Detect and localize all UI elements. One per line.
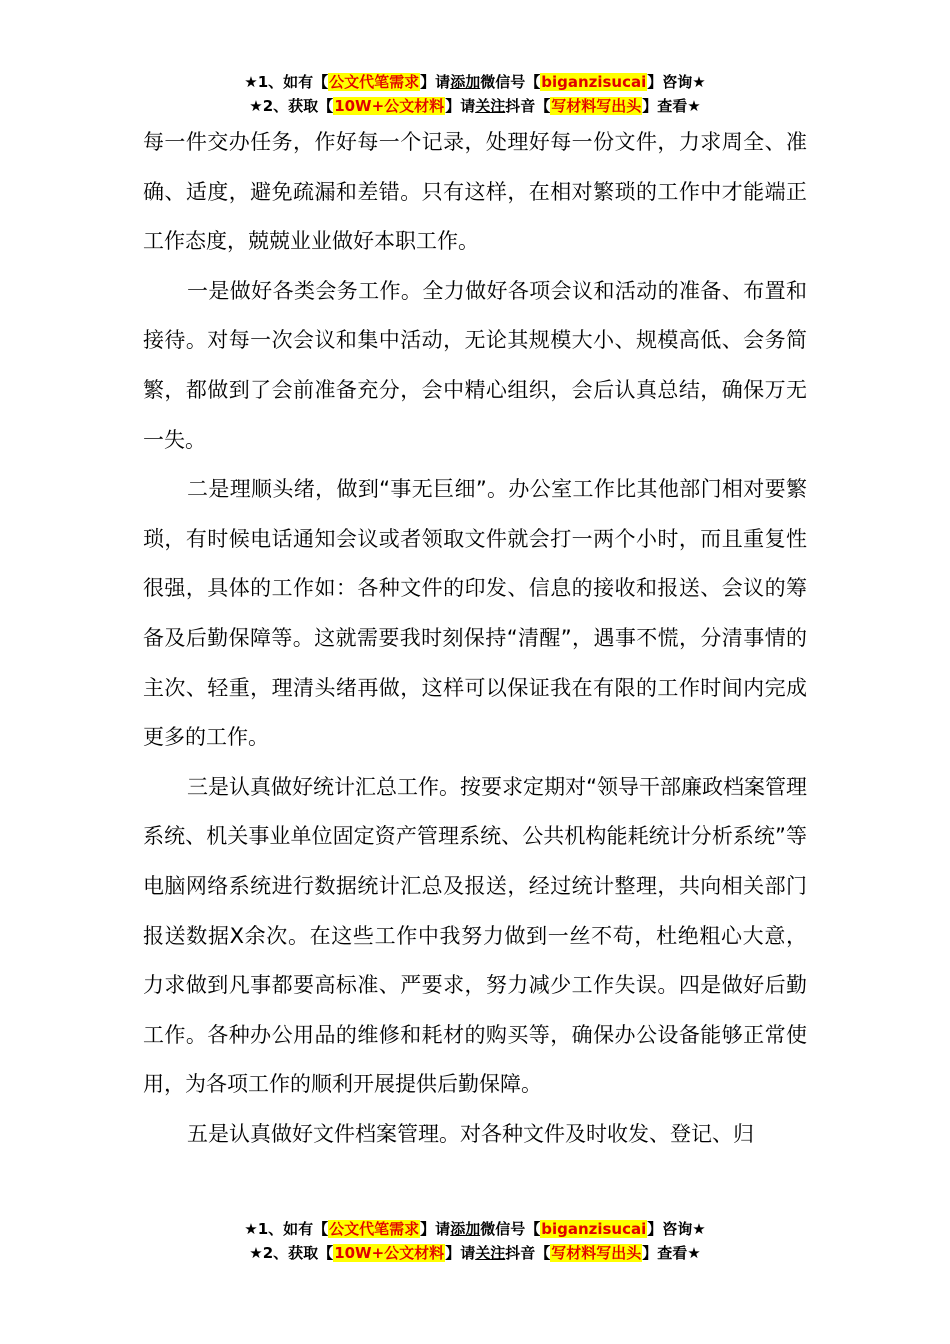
banner-highlight-service: 公文代笔需求 [329, 1220, 420, 1238]
banner-highlight-materials: 10W+公文材料 [334, 1244, 445, 1262]
banner-line-2: ★2、获取【10W+公文材料】请关注抖音【写材料写出头】查看★ [249, 1244, 701, 1262]
banner-highlight-service: 公文代笔需求 [329, 73, 420, 91]
banner-highlight-wechat-id: biganzisucai [541, 73, 647, 91]
paragraph-archives: 五是认真做好文件档案管理。对各种文件及时收发、登记、归 [187, 1121, 754, 1146]
banner-highlight-wechat-id: biganzisucai [541, 1220, 647, 1238]
paragraph-meeting-work: 一是做好各类会务工作。全力做好各项会议和活动的准备、布置和接待。对每一次会议和集中活动，无论其规模大小、规模高低、会务简繁，都做到了会前准备充分，会中精心组织，会后认真总结，确保万无一失。 [143, 278, 807, 452]
paragraph-statistics: 三是认真做好统计汇总工作。按要求定期对“领导干部廉政档案管理系统、机关事业单位固定资产管理系统、公共机构能耗统计分析系统”等电脑网络系统进行数据统计汇总及报送，经过统计整理，共向相关部门报送数据X余次。在这些工作中我努力做到一丝不苟，杜绝粗心大意，力求做到凡事都要高标准、严要求，努力减少工作失误。四是做好后勤工作。各种办公用品的维修和耗材的购买等，确保办公设备能够正常使用，为各项工作的顺利开展提供后勤保障。 [143, 774, 807, 1097]
paragraph-continued: 每一件交办任务，作好每一个记录，处理好每一份文件，力求周全、准确、适度，避免疏漏和差错。只有这样，在相对繁琐的工作中才能端正工作态度，兢兢业业做好本职工作。 [143, 130, 807, 254]
banner-line-2: ★2、获取【10W+公文材料】请关注抖音【写材料写出头】查看★ [249, 97, 701, 115]
banner-highlight-douyin: 写材料写出头 [551, 1244, 642, 1262]
banner-highlight-douyin: 写材料写出头 [551, 97, 642, 115]
paragraph-organize-tasks: 二是理顺头绪，做到“事无巨细”。办公室工作比其他部门相对要繁琐，有时候电话通知会议或者领取文件就会打一两个小时，而且重复性很强，具体的工作如：各种文件的印发、信息的接收和报送、会议的筹备及后勤保障等。这就需要我时刻保持“清醒”，遇事不慌，分清事情的主次、轻重，理清头绪再做，这样可以保证我在有限的工作时间内完成更多的工作。 [143, 477, 807, 750]
banner-line-1: ★1、如有【公文代笔需求】请添加微信号【biganzisucai】咨询★ [244, 1220, 706, 1238]
footer-banner [0, 1217, 950, 1265]
document-body [143, 118, 807, 1159]
banner-highlight-materials: 10W+公文材料 [334, 97, 445, 115]
banner-line-1: ★1、如有【公文代笔需求】请添加微信号【biganzisucai】咨询★ [244, 73, 706, 91]
header-banner [0, 70, 950, 118]
